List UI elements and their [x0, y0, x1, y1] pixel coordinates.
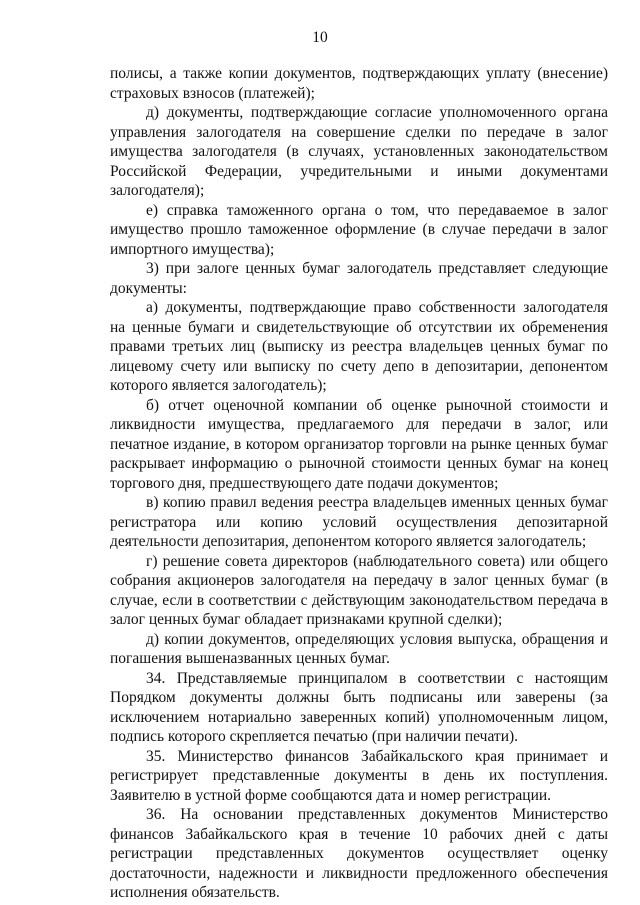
- paragraph-item-v-registry: в) копию правил ведения реестра владельцев именных ценных бумаг регистратора или копию условий осуществления депозитарной деятельности депозитария, депонентом которого является залогодатель;: [110, 494, 608, 550]
- paragraph-item-3-securities: 3) при залоге ценных бумаг залогодатель представляет следующие документы:: [110, 260, 608, 297]
- paragraph-section-35: 35. Министерство финансов Забайкальского края принимает и регистрирует представленные документы в день их поступления. Заявителю в устной форме сообщаются дата и номер регистрации.: [110, 747, 608, 804]
- document-body: [110, 64, 608, 903]
- paragraph-item-b-valuation: б) отчет оценочной компании об оценке рыночной стоимости и ликвидности имущества, предлагаемого для передачи в залог, или печатное издание, в котором организатор торговли на рынке ценных бумаг раскрывает информацию о рыночной стоимости ценных бумаг на конец торгового дня, предшествующего дате подачи документов;: [110, 396, 608, 492]
- paragraph-item-d-issue-terms: д) копии документов, определяющих условия выпуска, обращения и погашения вышеназванных ценных бумаг.: [110, 630, 608, 667]
- page-number: 10: [312, 29, 328, 46]
- paragraph-insurance-policies: полисы, а также копии документов, подтверждающих уплату (внесение) страховых взносов (платежей);: [110, 65, 608, 102]
- paragraph-item-g-board-decision: г) решение совета директоров (наблюдательного совета) или общего собрания акционеров залогодателя на передачу в залог ценных бумаг (в случае, если в соответствии с действующим законодательством передача в залог ценных бумаг обладает признаками крупной сделки);: [110, 552, 608, 628]
- paragraph-item-e-customs: е) справка таможенного органа о том, что передаваемое в залог имущество прошло таможенное оформление (в случае передачи в залог импортного имущества);: [110, 201, 608, 258]
- paragraph-section-36: 36. На основании представленных документов Министерство финансов Забайкальского края в течение 10 рабочих дней с даты регистрации представленных документов осуществляет оценку достаточности, надежности и ликвидности предложенного обеспечения исполнения обязательств.: [110, 806, 608, 901]
- paragraph-item-d-consent: д) документы, подтверждающие согласие уполномоченного органа управления залогодателя на совершение сделки по передаче в залог имущества залогодателя (в случаях, установленных законодательством Российской Федерации, учредительными и иными документами залогодателя);: [110, 104, 608, 199]
- paragraph-item-a-ownership: а) документы, подтверждающие право собственности залогодателя на ценные бумаги и свидетельствующие об отсутствии их обременения правами третьих лиц (выписку из реестра владельцев ценных бумаг по лицевому счету или выписку по счету депо в депозитарии, депонентом которого является залогодатель);: [110, 299, 608, 394]
- paragraph-section-34: 34. Представляемые принципалом в соответствии с настоящим Порядком документы должны быть подписаны или заверены (за исключением нотариально заверенных копий) уполномоченным лицом, подпись которого скрепляется печатью (при наличии печати).: [110, 669, 608, 745]
